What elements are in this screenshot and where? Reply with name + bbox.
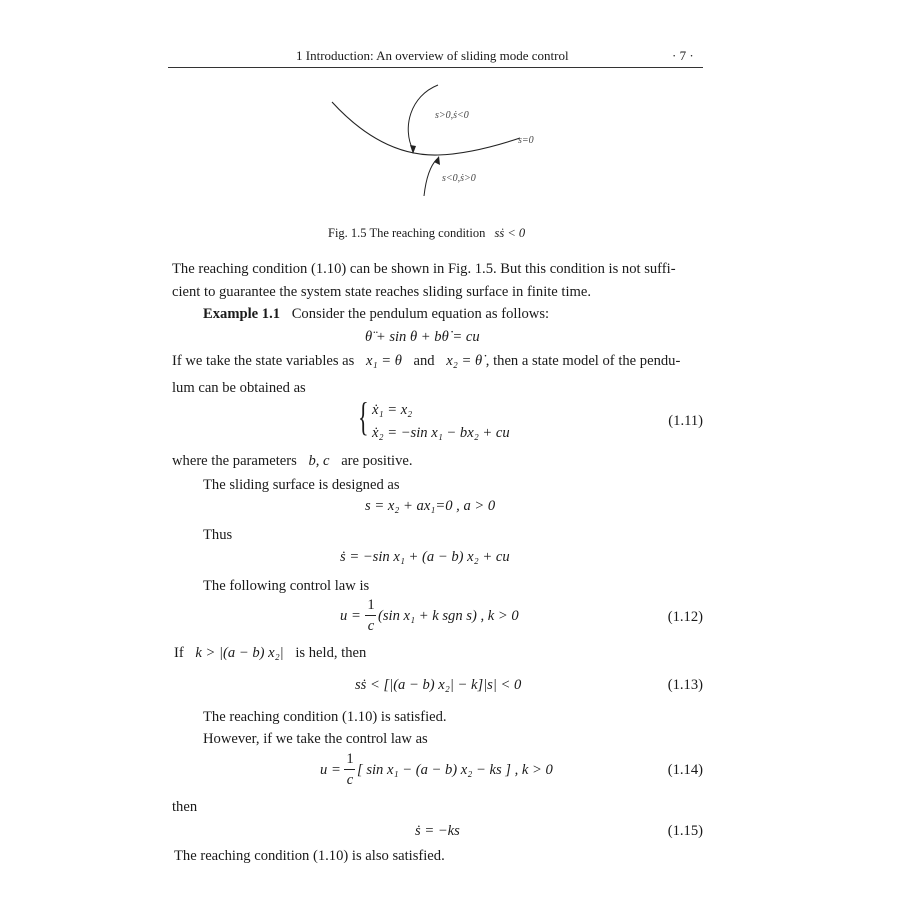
condition-line bbox=[174, 645, 366, 662]
reaching-condition-figure bbox=[320, 78, 560, 198]
label-upper-region: s>0,ṡ<0 bbox=[435, 110, 469, 121]
control-law-text: The following control law is bbox=[203, 578, 370, 594]
eq112-number: (1.12) bbox=[667, 609, 703, 625]
header-rule bbox=[168, 67, 703, 68]
p2-text-a: If we take the state variables as bbox=[172, 353, 355, 369]
eq112 bbox=[340, 608, 361, 625]
brace: { bbox=[358, 394, 369, 439]
lower-trajectory-arrow bbox=[424, 159, 437, 196]
eq114-fraction-denominator: c bbox=[346, 772, 354, 788]
then-text: then bbox=[172, 799, 198, 815]
paragraph-2-line-2: lum can be obtained as bbox=[172, 380, 306, 396]
example-text: Consider the pendulum equation as follows: bbox=[291, 306, 550, 322]
if-text: If bbox=[174, 645, 184, 661]
satisfied-text-1: The reaching condition (1.10) is satisfied. bbox=[203, 709, 447, 725]
surface-text: The sliding surface is designed as bbox=[203, 477, 400, 493]
eq112-fraction-bar bbox=[365, 615, 376, 616]
equation-pendulum: θ̈ + sin θ + bθ̇ = cu bbox=[365, 329, 480, 345]
params-text-b: are positive. bbox=[341, 453, 413, 469]
eq115-number: (1.15) bbox=[667, 823, 703, 839]
eq112-rhs: (sin x₁ + k sgn s) , k > 0 bbox=[378, 608, 519, 624]
params-text-a: where the parameters bbox=[172, 453, 297, 469]
params-math: b, c bbox=[308, 453, 330, 469]
page-number: · 7 · bbox=[672, 48, 694, 63]
equation-113: sṡ < [|(a − b) x₂| − k]|s| < 0 bbox=[355, 677, 522, 693]
upper-trajectory-arrow bbox=[408, 85, 438, 150]
running-title: 1 Introduction: An overview of sliding mode control bbox=[296, 48, 569, 63]
paragraph-2-line-1 bbox=[172, 353, 680, 370]
p2-x2: x₂ = θ̇ bbox=[446, 353, 483, 369]
equation-surface: s = x₂ + ax₁=0 , a > 0 bbox=[365, 498, 496, 514]
if-text-b: is held, then bbox=[295, 645, 367, 661]
eq112-fraction-denominator: c bbox=[367, 618, 375, 634]
satisfied-text-2: The reaching condition (1.10) is also satisfied. bbox=[174, 848, 445, 864]
figure-caption-text: Fig. 1.5 The reaching condition bbox=[328, 226, 486, 240]
equation-115: ṡ = −ks bbox=[415, 823, 460, 839]
eq114-fraction-numerator: 1 bbox=[346, 751, 354, 767]
label-sliding-surface: s=0 bbox=[518, 135, 534, 146]
figure-caption-math: sṡ < 0 bbox=[494, 226, 526, 240]
eq112-fraction-numerator: 1 bbox=[367, 597, 375, 613]
label-lower-region: s<0,ṡ>0 bbox=[442, 173, 476, 184]
figure-caption bbox=[328, 226, 525, 241]
however-text: However, if we take the control law as bbox=[203, 731, 428, 747]
p2-and: and bbox=[413, 353, 435, 369]
eq114-fraction-bar bbox=[344, 769, 355, 770]
example-line bbox=[203, 306, 549, 323]
example-label: Example 1.1 bbox=[203, 306, 281, 322]
eq113-number: (1.13) bbox=[667, 677, 703, 693]
if-math: k > |(a − b) x₂| bbox=[195, 645, 284, 661]
eq112-lhs: u = bbox=[340, 608, 361, 624]
paragraph-1-line-1: The reaching condition (1.10) can be shown in Fig. 1.5. But this condition is not suffi- bbox=[172, 261, 676, 277]
eq111-number: (1.11) bbox=[668, 413, 703, 429]
paragraph-1-line-2: cient to guarantee the system state reaches sliding surface in finite time. bbox=[172, 284, 592, 300]
eq114-lhs: u = bbox=[320, 762, 341, 778]
eq114-rhs: [ sin x₁ − (a − b) x₂ − ks ] , k > 0 bbox=[357, 762, 553, 778]
p2-text-b: , then a state model of the pendu- bbox=[485, 353, 681, 369]
p2-x1: x₁ = θ bbox=[366, 353, 402, 369]
eq111-line-1: ẋ₁ = x₂ bbox=[372, 402, 413, 418]
equation-sdot: ṡ = −sin x₁ + (a − b) x₂ + cu bbox=[340, 549, 510, 565]
parameters-line bbox=[172, 453, 413, 470]
sliding-surface-curve bbox=[332, 102, 520, 155]
thus-text: Thus bbox=[203, 527, 233, 543]
eq114-number: (1.14) bbox=[667, 762, 703, 778]
eq111-line-2: ẋ₂ = −sin x₁ − bx₂ + cu bbox=[372, 425, 510, 441]
lower-arrowhead bbox=[434, 156, 440, 165]
